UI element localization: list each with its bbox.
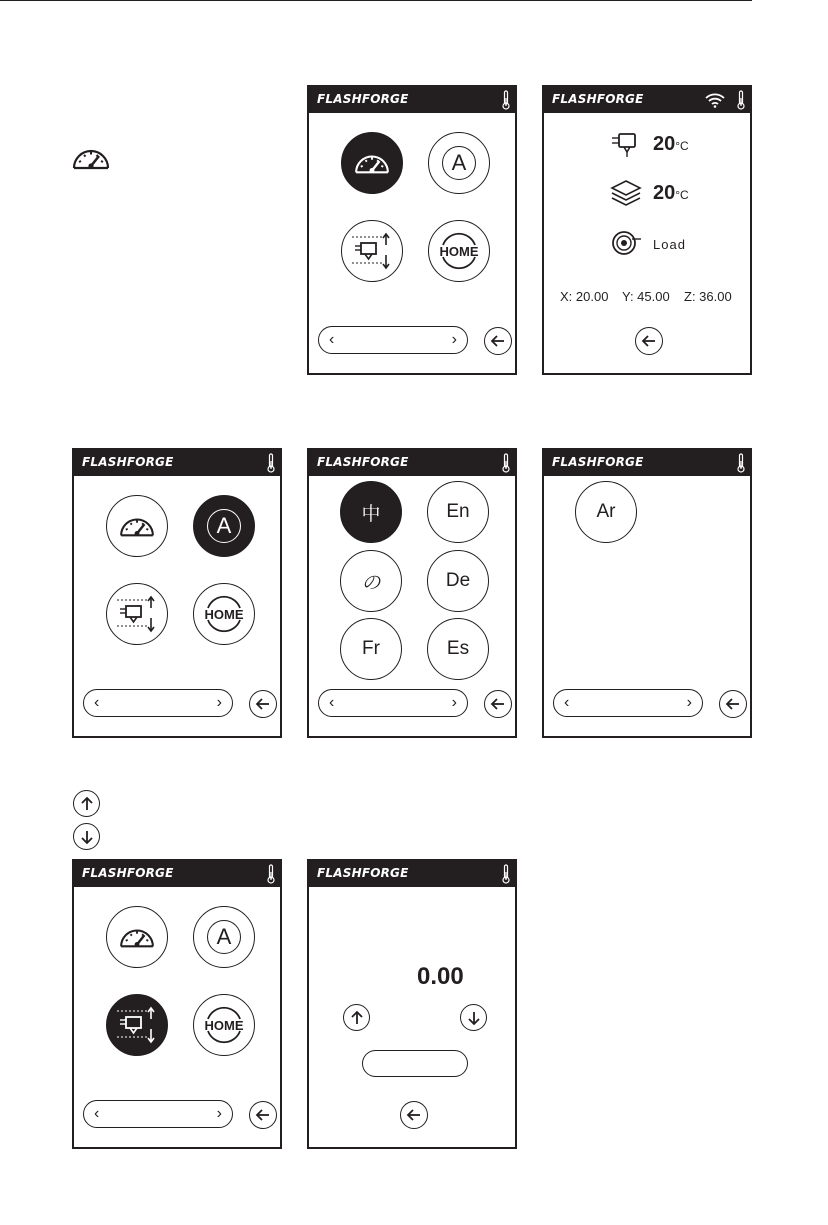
language-button[interactable] bbox=[193, 495, 255, 557]
language-button[interactable] bbox=[428, 132, 490, 194]
nozzle-icon bbox=[610, 131, 642, 159]
brand-logo: FLASHFORGE bbox=[82, 866, 174, 880]
brand-logo: FLASHFORGE bbox=[317, 92, 409, 106]
home-label: HOME bbox=[204, 607, 244, 622]
z-adjust-icon bbox=[115, 594, 159, 634]
brand-logo: FLASHFORGE bbox=[317, 455, 409, 469]
chevron-right-icon[interactable]: › bbox=[686, 694, 692, 711]
gauge-button[interactable] bbox=[341, 132, 403, 194]
nozzle-temp-unit: °C bbox=[675, 139, 689, 153]
chevron-right-icon[interactable]: › bbox=[451, 694, 457, 711]
z-offset-value: 0.00 bbox=[417, 963, 464, 990]
language-option-arabic[interactable]: Ar bbox=[575, 481, 637, 543]
thermometer-icon bbox=[737, 453, 745, 473]
language-option-chinese[interactable]: 中 bbox=[340, 481, 402, 543]
brand-logo: FLASHFORGE bbox=[552, 92, 644, 106]
coord-z: Z: 36.00 bbox=[684, 289, 732, 304]
language-option-spanish[interactable]: Es bbox=[427, 618, 489, 680]
gauge-icon bbox=[352, 149, 392, 177]
brand-logo: FLASHFORGE bbox=[552, 455, 644, 469]
language-a-icon: A bbox=[207, 920, 241, 954]
chevron-right-icon[interactable]: › bbox=[216, 694, 222, 711]
back-button[interactable] bbox=[635, 327, 663, 355]
home-label: HOME bbox=[439, 244, 479, 259]
screen-language-page-2 bbox=[542, 448, 752, 738]
bed-temperature bbox=[653, 182, 689, 205]
wifi-icon bbox=[705, 92, 725, 108]
z-adjust-button[interactable] bbox=[106, 583, 168, 645]
page-scroller[interactable] bbox=[83, 689, 233, 717]
thermometer-icon bbox=[502, 864, 510, 884]
back-button[interactable] bbox=[484, 327, 512, 355]
page-scroller[interactable] bbox=[318, 326, 468, 354]
chevron-right-icon[interactable]: › bbox=[216, 1105, 222, 1122]
page-scroller[interactable] bbox=[553, 689, 703, 717]
coord-y: Y: 45.00 bbox=[622, 289, 670, 304]
language-a-icon: A bbox=[207, 509, 241, 543]
arrow-left-icon bbox=[725, 697, 741, 711]
screen-main-menu-z-selected bbox=[72, 859, 282, 1149]
back-button[interactable] bbox=[719, 690, 747, 718]
arrow-up-circle-icon bbox=[73, 790, 100, 817]
arrow-down-circle-icon bbox=[73, 823, 100, 850]
arrow-left-icon bbox=[406, 1108, 422, 1122]
filament-load-label: Load bbox=[653, 237, 686, 252]
brand-logo: FLASHFORGE bbox=[317, 866, 409, 880]
back-button[interactable] bbox=[400, 1101, 428, 1129]
header-bar bbox=[309, 87, 515, 113]
arrow-left-icon bbox=[641, 334, 657, 348]
arrow-up-icon bbox=[350, 1010, 364, 1026]
header-bar bbox=[309, 450, 515, 476]
z-adjust-icon bbox=[350, 231, 394, 271]
home-label: HOME bbox=[204, 1018, 244, 1033]
chevron-left-icon[interactable]: ‹ bbox=[329, 694, 335, 711]
top-rule bbox=[0, 0, 752, 1]
screen-status bbox=[542, 85, 752, 375]
home-icon bbox=[196, 589, 252, 639]
layers-icon bbox=[610, 179, 642, 207]
thermometer-icon bbox=[267, 864, 275, 884]
thermometer-icon bbox=[502, 90, 510, 110]
language-option-french[interactable]: Fr bbox=[340, 618, 402, 680]
gauge-button[interactable] bbox=[106, 906, 168, 968]
home-icon bbox=[196, 1000, 252, 1050]
header-bar bbox=[544, 87, 750, 113]
screen-language-page-1 bbox=[307, 448, 517, 738]
bed-temp-value: 20 bbox=[653, 182, 676, 204]
filament-spool-icon bbox=[610, 229, 642, 257]
chevron-left-icon[interactable]: ‹ bbox=[564, 694, 570, 711]
home-icon bbox=[431, 226, 487, 276]
bed-temp-unit: °C bbox=[675, 188, 689, 202]
arrow-left-icon bbox=[490, 334, 506, 348]
z-down-button[interactable] bbox=[460, 1004, 487, 1031]
z-up-button[interactable] bbox=[343, 1004, 370, 1031]
arrow-left-icon bbox=[255, 1108, 271, 1122]
gauge-icon bbox=[70, 143, 112, 173]
z-adjust-button[interactable] bbox=[341, 220, 403, 282]
chevron-left-icon[interactable]: ‹ bbox=[94, 1105, 100, 1122]
chevron-right-icon[interactable]: › bbox=[451, 331, 457, 348]
language-button[interactable] bbox=[193, 906, 255, 968]
coord-x: X: 20.00 bbox=[560, 289, 609, 304]
z-adjust-icon bbox=[115, 1005, 159, 1045]
language-option-german[interactable]: De bbox=[427, 550, 489, 612]
page-scroller[interactable] bbox=[318, 689, 468, 717]
arrow-left-icon bbox=[255, 697, 271, 711]
home-button[interactable] bbox=[428, 220, 490, 282]
back-button[interactable] bbox=[249, 690, 277, 718]
back-button[interactable] bbox=[484, 690, 512, 718]
thermometer-icon bbox=[267, 453, 275, 473]
header-bar bbox=[74, 450, 280, 476]
back-button[interactable] bbox=[249, 1101, 277, 1129]
home-button[interactable] bbox=[193, 583, 255, 645]
screen-main-menu-language-selected bbox=[72, 448, 282, 738]
header-bar bbox=[309, 861, 515, 887]
gauge-button[interactable] bbox=[106, 495, 168, 557]
language-option-english[interactable]: En bbox=[427, 481, 489, 543]
header-bar bbox=[544, 450, 750, 476]
chevron-left-icon[interactable]: ‹ bbox=[329, 331, 335, 348]
language-option-japanese[interactable]: の bbox=[340, 550, 402, 612]
arrow-down-icon bbox=[467, 1010, 481, 1026]
header-bar bbox=[74, 861, 280, 887]
thermometer-icon bbox=[502, 453, 510, 473]
home-button[interactable] bbox=[193, 994, 255, 1056]
nozzle-temp-value: 20 bbox=[653, 133, 676, 155]
thermometer-icon bbox=[737, 90, 745, 110]
gauge-icon bbox=[117, 512, 157, 540]
chevron-left-icon[interactable]: ‹ bbox=[94, 694, 100, 711]
brand-logo: FLASHFORGE bbox=[82, 455, 174, 469]
z-step-button[interactable] bbox=[362, 1050, 468, 1077]
screen-main-menu-gauge-selected bbox=[307, 85, 517, 375]
arrow-left-icon bbox=[490, 697, 506, 711]
gauge-icon bbox=[117, 923, 157, 951]
page-scroller[interactable] bbox=[83, 1100, 233, 1128]
screen-z-offset bbox=[307, 859, 517, 1149]
language-a-icon: A bbox=[442, 146, 476, 180]
nozzle-temperature bbox=[653, 133, 689, 156]
z-adjust-button[interactable] bbox=[106, 994, 168, 1056]
